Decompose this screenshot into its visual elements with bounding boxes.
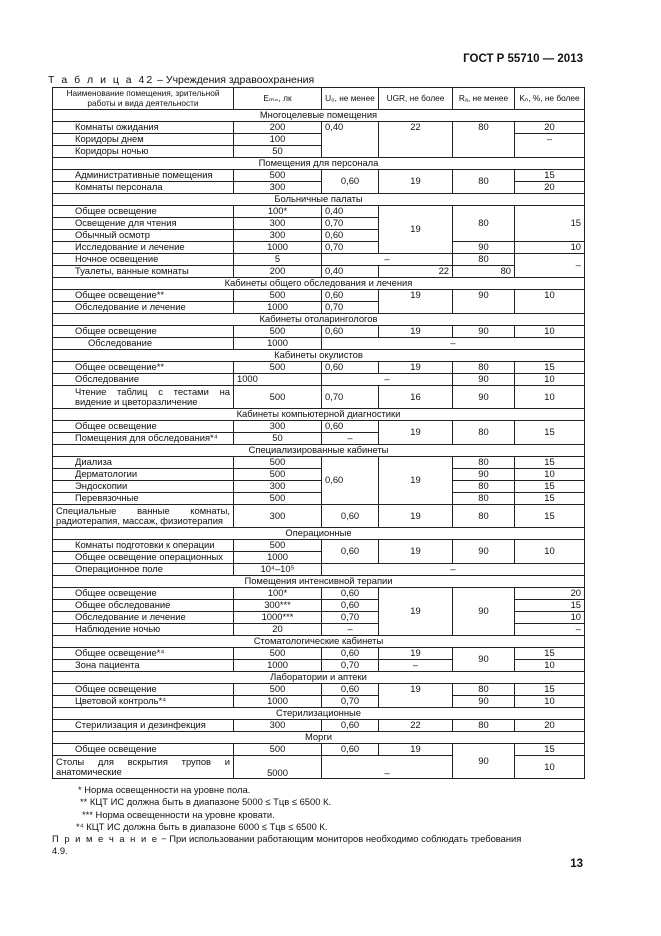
em-cell: 300 (234, 182, 322, 194)
u0-cell: 0,60 (322, 170, 379, 194)
em-cell: 300 (234, 481, 322, 493)
room-cell: Общее обследование (53, 600, 234, 612)
table-row (53, 648, 585, 660)
em-cell: 500 (234, 744, 322, 756)
em-cell: 300 (234, 230, 322, 242)
room-cell: Эндоскопии (53, 481, 234, 493)
ra-cell: 90 (453, 744, 515, 779)
u0-ugr-cell: – (322, 756, 453, 779)
ra-cell: 80 (453, 122, 515, 158)
section-header: Кабинеты компьютерной диагностики (53, 409, 585, 421)
room-cell: Туалеты, ванные комнаты (53, 266, 234, 278)
ra-cell: 90 (453, 290, 515, 314)
em-cell: 1000 (234, 696, 322, 708)
merged-cell: – (322, 564, 585, 576)
room-cell: Общее освещение операционных (53, 552, 234, 564)
u0-cell: 0,60 (322, 326, 379, 338)
ra-cell: 80 (453, 684, 515, 696)
table-row (53, 505, 585, 528)
room-cell: Обследование и лечение (53, 612, 234, 624)
kp-cell: – (515, 254, 585, 278)
room-cell: Столы для вскрытия трупов и анатомические (53, 756, 234, 779)
table-row (53, 744, 585, 756)
table-row (53, 326, 585, 338)
table-title: – Учреждения здравоохранения (154, 74, 315, 86)
room-cell: Чтение таблиц с тестами на видение и цветоразличение (53, 386, 234, 409)
ugr-cell: 22 (379, 266, 453, 278)
room-cell: Общее освещение (53, 421, 234, 433)
table-row (53, 122, 585, 134)
table-notes (52, 784, 584, 858)
u0-ugr-cell: – (322, 254, 453, 266)
table-row (53, 206, 585, 218)
table-row (53, 266, 585, 278)
u0-cell: 0,60 (322, 505, 379, 528)
room-cell: Общее освещение (53, 206, 234, 218)
header-row (53, 88, 585, 110)
em-cell: 1000 (234, 552, 322, 564)
room-cell: Обследование и лечение (53, 302, 234, 314)
kp-cell: 15 (515, 648, 585, 660)
section-header: Специализированные кабинеты (53, 445, 585, 457)
kp-cell: 10 (515, 612, 585, 624)
u0-cell: 0,60 (322, 421, 379, 433)
table-row (53, 540, 585, 552)
section-header: Помещения интенсивной терапии (53, 576, 585, 588)
table-row (53, 421, 585, 433)
room-cell: Обследование (53, 374, 234, 386)
col-header-kp: Kₙ, %, не более (515, 88, 585, 110)
em-cell: 200 (234, 122, 322, 134)
section-header: Помещения для персонала (53, 158, 585, 170)
table-row (53, 588, 585, 600)
section-header: Многоцелевые помещения (53, 110, 585, 122)
room-cell: Помещения для обследования*⁴ (53, 433, 234, 445)
em-cell: 500 (234, 540, 322, 552)
ra-cell: 80 (453, 457, 515, 469)
u0-cell: 0,40 (322, 206, 379, 218)
em-cell: 500 (234, 386, 322, 409)
section-header: Стоматологические кабинеты (53, 636, 585, 648)
kp-cell: 15 (515, 493, 585, 505)
room-cell: Общее освещение (53, 744, 234, 756)
ugr-cell: 19 (379, 588, 453, 636)
ra-cell: 80 (453, 206, 515, 242)
room-cell: Освещение для чтения (53, 218, 234, 230)
u0-cell: 0,60 (322, 600, 379, 612)
table-row (53, 290, 585, 302)
em-cell: 300 (234, 218, 322, 230)
table-row (53, 386, 585, 409)
room-cell: Общее освещение** (53, 362, 234, 374)
em-cell: 200 (234, 266, 322, 278)
room-cell: Стерилизация и дезинфекция (53, 720, 234, 732)
em-cell: 500 (234, 326, 322, 338)
room-cell: Обследование (53, 338, 234, 350)
em-cell: 500 (234, 362, 322, 374)
table-row (53, 481, 585, 493)
ugr-cell: 19 (379, 170, 453, 194)
em-cell: 500 (234, 493, 322, 505)
table-row (53, 720, 585, 732)
em-cell: 1000 (234, 338, 322, 350)
illumination-table (52, 87, 585, 779)
u0-cell: 0,70 (322, 386, 379, 409)
kp-cell: 15 (515, 457, 585, 469)
u0-cell: 0,60 (322, 290, 379, 302)
kp-cell: 10 (515, 660, 585, 672)
ugr-cell: 16 (379, 386, 453, 409)
ra-cell: 80 (453, 720, 515, 732)
ra-cell: 90 (453, 588, 515, 636)
em-cell: 300 (234, 505, 322, 528)
room-cell: Комнаты подготовки к операции (53, 540, 234, 552)
em-cell: 1000*** (234, 612, 322, 624)
kp-cell: 10 (515, 469, 585, 481)
ugr-cell: 19 (379, 206, 453, 254)
room-cell: Комнаты персонала (53, 182, 234, 194)
table-caption (48, 74, 314, 86)
ugr-cell: 19 (379, 457, 453, 505)
note (52, 833, 584, 845)
page-number: 13 (570, 858, 583, 870)
table-row (53, 493, 585, 505)
em-cell: 300*** (234, 600, 322, 612)
note-continuation: 4.9. (52, 845, 68, 857)
kp-cell: 15 (515, 744, 585, 756)
merged-cell: – (322, 338, 585, 350)
col-header-ugr: UGR, не более (379, 88, 453, 110)
em-cell: 500 (234, 648, 322, 660)
em-cell: 1000 (234, 242, 322, 254)
kp-cell: 15 (515, 421, 585, 445)
room-cell: Исследование и лечение (53, 242, 234, 254)
table-label: Т а б л и ц а 42 (48, 74, 155, 86)
kp-cell: 10 (515, 756, 585, 779)
ugr-cell: 19 (379, 290, 453, 314)
table-row (53, 696, 585, 708)
kp-cell: 15 (515, 206, 585, 242)
ra-cell: 80 (453, 493, 515, 505)
ra-cell: 80 (453, 170, 515, 194)
col-header-u0: U₀, не менее (322, 88, 379, 110)
u0-cell: 0,60 (322, 720, 379, 732)
kp-cell: 20 (515, 588, 585, 600)
room-cell: Комнаты ожидания (53, 122, 234, 134)
section-header: Операционные (53, 528, 585, 540)
note-label: П р и м е ч а н и е (52, 833, 159, 845)
u0-cell: 0,70 (322, 696, 379, 708)
em-cell: 500 (234, 469, 322, 481)
em-cell: 5 (234, 254, 322, 266)
section-header: Лаборатории и аптеки (53, 672, 585, 684)
table-row (53, 362, 585, 374)
u0-cell: 0,70 (322, 660, 379, 672)
u0-cell: 0,70 (322, 612, 379, 624)
em-cell: 5000 (234, 756, 322, 779)
col-header-ra: Rₐ, не менее (453, 88, 515, 110)
kp-cell: 15 (515, 600, 585, 612)
room-cell: Общее освещение (53, 326, 234, 338)
kp-cell: 20 (515, 182, 585, 194)
table-row (53, 170, 585, 182)
section-header: Больничные палаты (53, 194, 585, 206)
room-cell: Административные помещения (53, 170, 234, 182)
em-cell: 500 (234, 170, 322, 182)
u0-cell: 0,60 (322, 362, 379, 374)
u0-cell: 0,60 (322, 457, 379, 505)
kp-cell: – (515, 624, 585, 636)
kp-cell: 20 (515, 720, 585, 732)
room-cell: Общее освещение** (53, 290, 234, 302)
u0-cell: 0,60 (322, 648, 379, 660)
table-row (53, 374, 585, 386)
kp-cell: 15 (515, 505, 585, 528)
kp-cell: 10 (515, 540, 585, 564)
table-row (53, 684, 585, 696)
kp-cell: 10 (515, 326, 585, 338)
ugr-cell: 19 (379, 540, 453, 564)
ra-cell: 80 (453, 266, 515, 278)
ra-cell: 90 (453, 648, 515, 672)
ra-cell: 90 (453, 696, 515, 708)
u0-cell: 0,70 (322, 218, 379, 230)
kp-cell: 15 (515, 362, 585, 374)
em-cell: 500 (234, 457, 322, 469)
table-row (53, 242, 585, 254)
note-text: − При использовании работающим мониторов необходимо соблюдать требования (158, 833, 522, 845)
room-cell: Специальные ванные комнаты, радиотерапия, массаж, физиотерапия (53, 505, 234, 528)
ra-cell: 90 (453, 374, 515, 386)
room-cell: Общее освещение (53, 684, 234, 696)
kp-cell: 10 (515, 696, 585, 708)
em-cell: 500 (234, 290, 322, 302)
kp-cell: 20 (515, 122, 585, 134)
standard-header: ГОСТ Р 55710 — 2013 (463, 53, 583, 65)
em-cell: 1000 (234, 660, 322, 672)
em-cell: 10⁴–10⁵ (234, 564, 322, 576)
col-header-em: Eₘ₌, лк (234, 88, 322, 110)
u0-cell: 0,70 (322, 302, 379, 314)
em-cell: 100* (234, 588, 322, 600)
kp-cell: 15 (515, 170, 585, 182)
kp-cell: 10 (515, 374, 585, 386)
em-cell: 300 (234, 421, 322, 433)
ugr-cell: 19 (379, 744, 453, 756)
room-cell: Зона пациента (53, 660, 234, 672)
kp-cell: 15 (515, 481, 585, 493)
room-cell: Коридоры ночью (53, 146, 234, 158)
ugr-cell: 19 (379, 684, 453, 708)
ra-cell: 80 (453, 362, 515, 374)
room-cell: Дерматологии (53, 469, 234, 481)
kp-cell: 10 (515, 242, 585, 254)
em-cell: 300 (234, 720, 322, 732)
room-cell: Общее освещение (53, 588, 234, 600)
ra-cell: 80 (453, 421, 515, 445)
table-row (53, 457, 585, 469)
ra-cell: 90 (453, 469, 515, 481)
ra-cell: 80 (453, 254, 515, 266)
ugr-cell: 19 (379, 648, 453, 660)
section-header: Стерилизационные (53, 708, 585, 720)
ugr-cell: 19 (379, 421, 453, 445)
ugr-cell: 19 (379, 362, 453, 374)
u0-cell: 0,60 (322, 588, 379, 600)
section-header: Кабинеты отоларингологов (53, 314, 585, 326)
footnote: *⁴ КЦТ ИС должна быть в диапазоне 6000 ≤ Tцв ≤ 6500 К. (76, 820, 328, 832)
u0-cell: – (322, 433, 379, 445)
u0-cell: 0,60 (322, 684, 379, 696)
em-cell: 100 (234, 134, 322, 146)
room-cell: Общее освещение*⁴ (53, 648, 234, 660)
room-cell: Ночное освещение (53, 254, 234, 266)
ra-cell: 90 (453, 386, 515, 409)
table-row (53, 338, 585, 350)
ra-cell: 90 (453, 540, 515, 564)
em-cell: 100* (234, 206, 322, 218)
ra-cell: 80 (453, 481, 515, 493)
ra-cell: 90 (453, 242, 515, 254)
em-cell: 500 (234, 684, 322, 696)
room-cell: Перевязочные (53, 493, 234, 505)
u0-cell: 0,40 (322, 266, 379, 278)
ra-cell: 80 (453, 505, 515, 528)
room-cell: Цветовой контроль*⁴ (53, 696, 234, 708)
table-row (53, 564, 585, 576)
section-header: Морги (53, 732, 585, 744)
room-cell: Обычный осмотр (53, 230, 234, 242)
u0-cell: 0,60 (322, 230, 379, 242)
kp-cell: 10 (515, 290, 585, 314)
u0-cell: 0,60 (322, 744, 379, 756)
ra-cell: 90 (453, 326, 515, 338)
em-cell: 1000 (234, 374, 322, 386)
ugr-cell: 22 (379, 122, 453, 158)
u0-cell: 0,40 (322, 122, 379, 158)
section-header: Кабинеты окулистов (53, 350, 585, 362)
ugr-cell: – (379, 660, 453, 672)
room-cell: Операционное поле (53, 564, 234, 576)
ugr-cell: 22 (379, 720, 453, 732)
u0-ugr-cell: – (322, 374, 453, 386)
table-row (53, 469, 585, 481)
kp-cell: 15 (515, 684, 585, 696)
footnote: *** Норма освещенности на уровне кровати. (82, 808, 275, 820)
u0-cell: 0,70 (322, 242, 379, 254)
col-header-room: Наименование помещения, зрительной работы и вида деятельности (53, 88, 234, 110)
section-header: Кабинеты общего обследования и лечения (53, 278, 585, 290)
em-cell: 1000 (234, 302, 322, 314)
ugr-cell: 19 (379, 326, 453, 338)
em-cell: 50 (234, 433, 322, 445)
ugr-cell: 19 (379, 505, 453, 528)
u0-cell: 0,60 (322, 540, 379, 564)
kp-cell: – (515, 134, 585, 158)
table-row (53, 254, 585, 266)
footnote: ** КЦТ ИС должна быть в диапазоне 5000 ≤ Tцв ≤ 6500 К. (80, 796, 332, 808)
room-cell: Коридоры днем (53, 134, 234, 146)
room-cell: Наблюдение ночью (53, 624, 234, 636)
room-cell: Диализа (53, 457, 234, 469)
kp-cell: 10 (515, 386, 585, 409)
em-cell: 20 (234, 624, 322, 636)
u0-cell: – (322, 624, 379, 636)
footnote: * Норма освещенности на уровне пола. (78, 784, 251, 795)
em-cell: 50 (234, 146, 322, 158)
